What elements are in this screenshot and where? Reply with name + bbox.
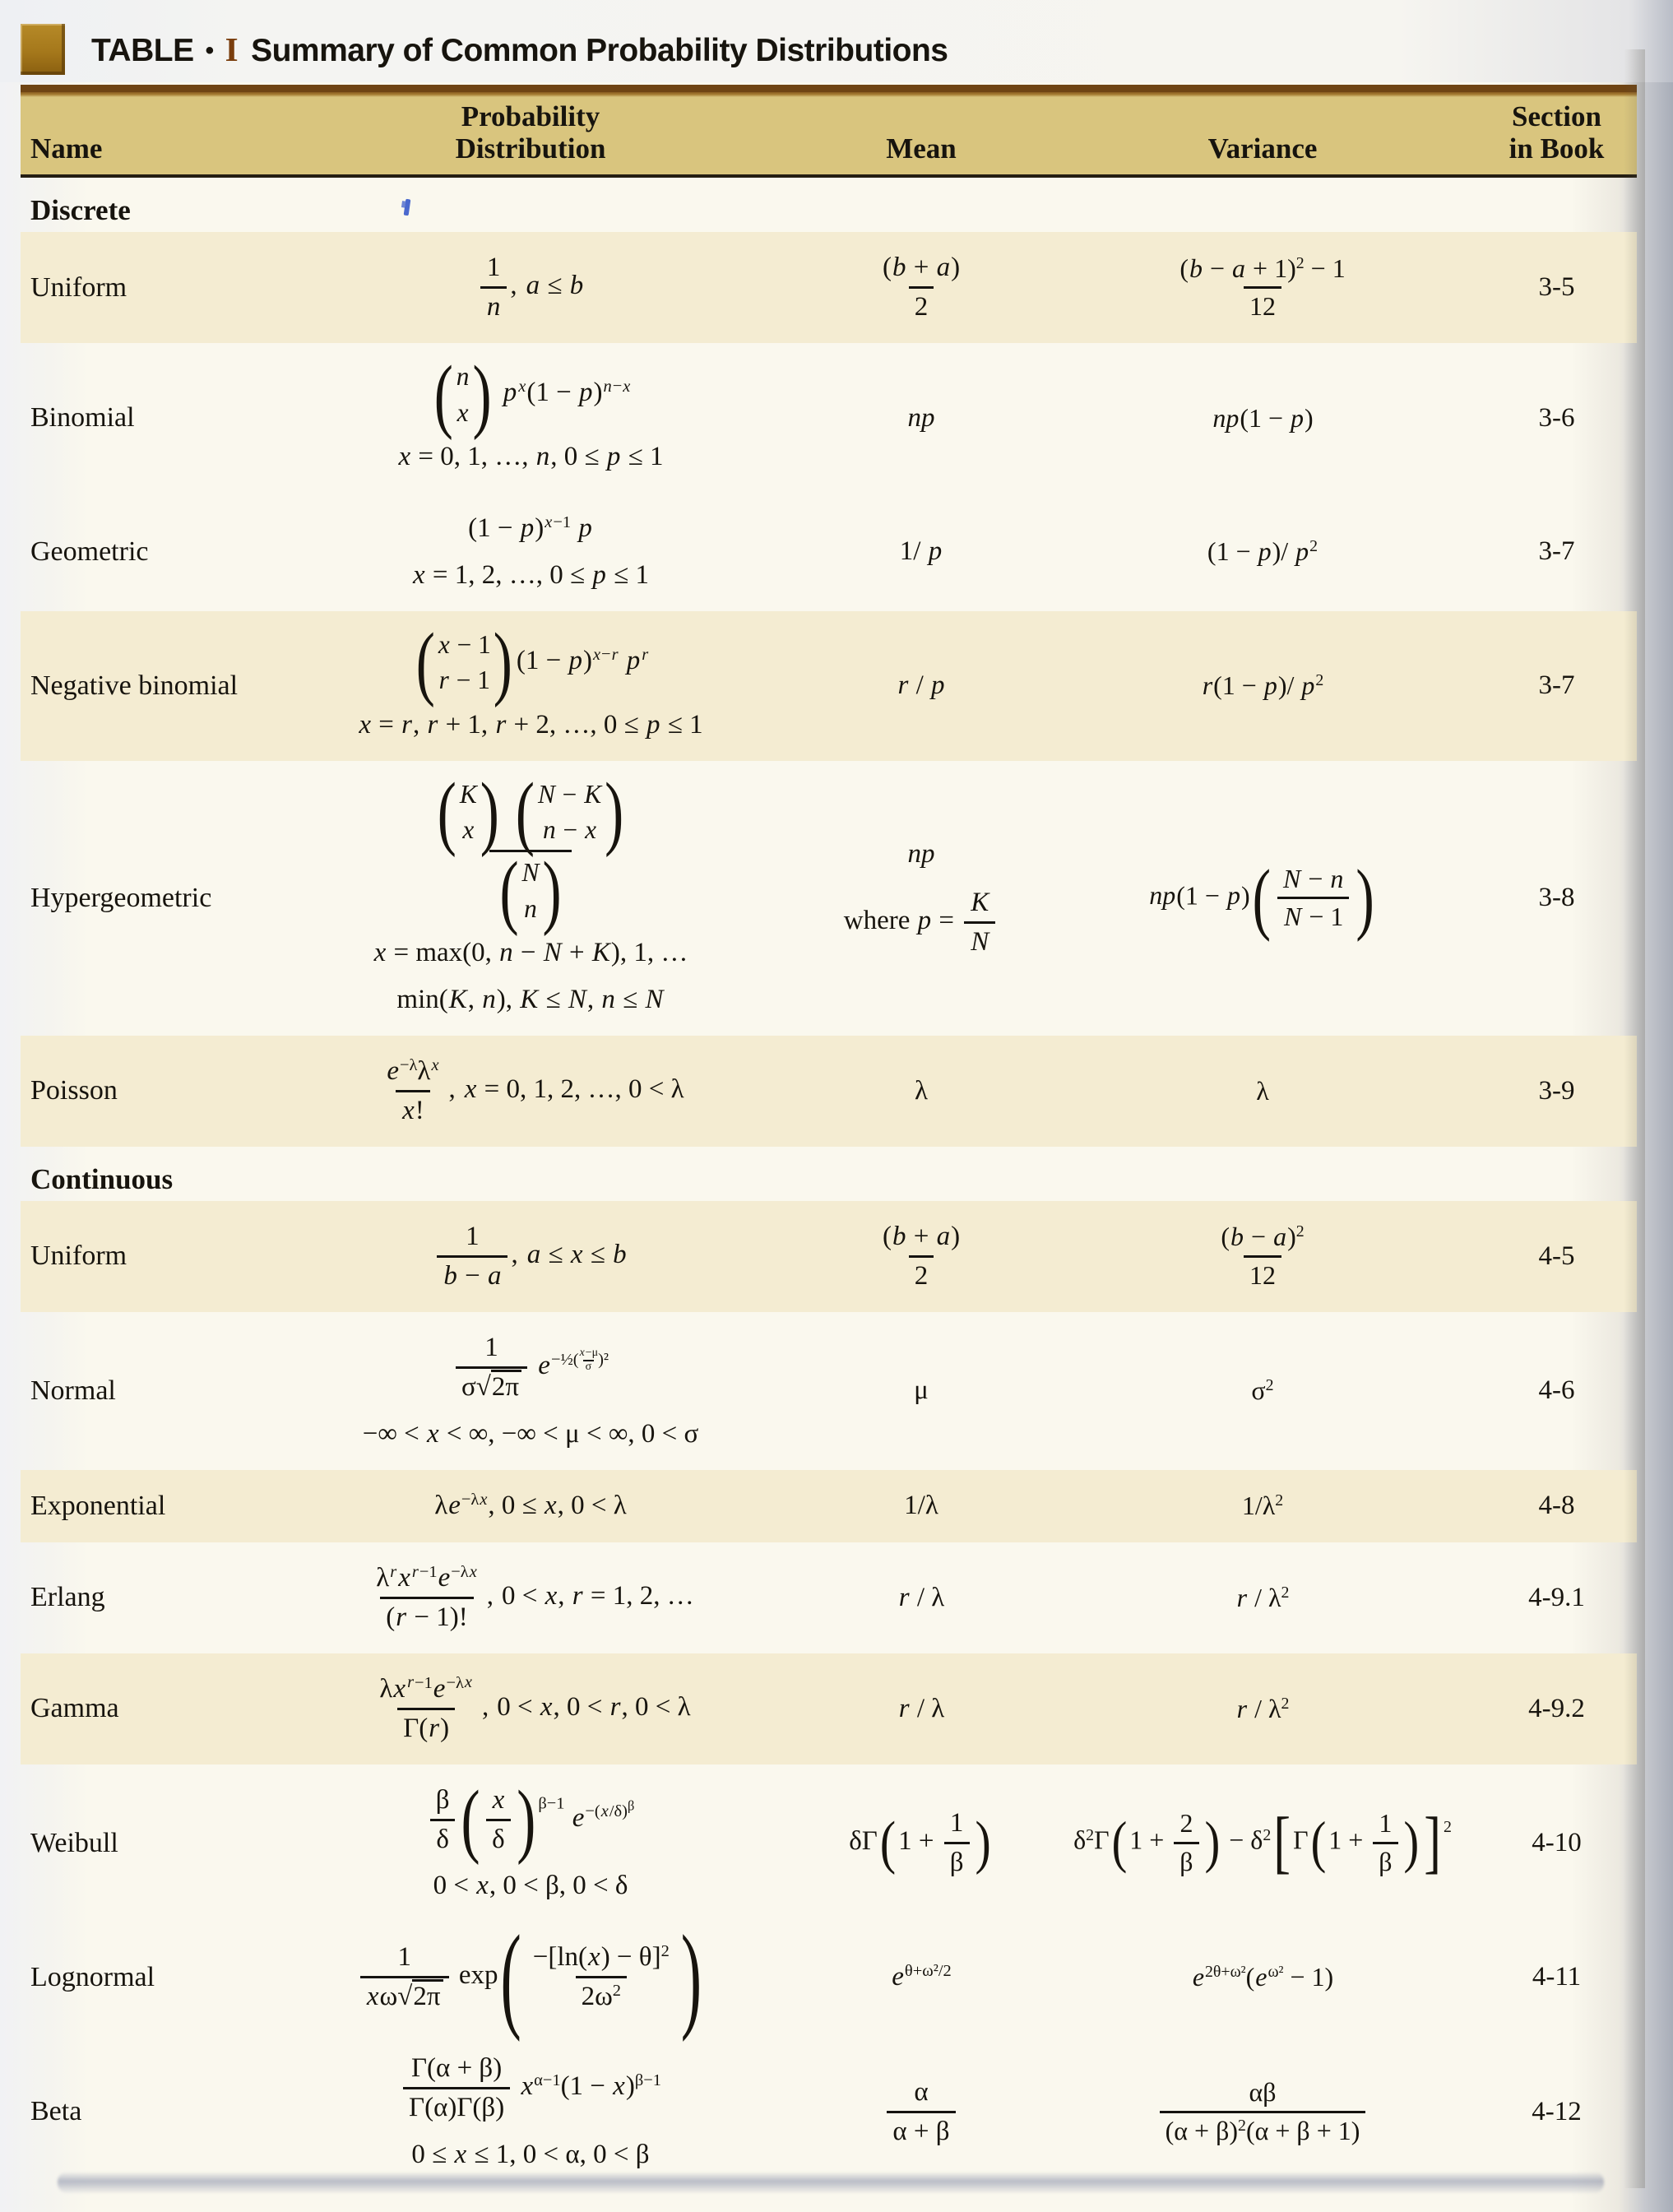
mean-value [794,1375,1049,1406]
distribution-name: Binomial [30,402,135,434]
table-row [21,611,1637,761]
mean-value [794,670,1049,701]
formula-expression: $\frac{1}{\sigma√2\pi}$ $e^{-\frac{1}{2}( \frac{x-\mu}{\sigma} )^2}$ [267,1333,794,1403]
variance-value: λ [1256,1075,1269,1106]
mean-expression: np [907,402,935,433]
mean-expression: $\frac{\alpha}{\alpha + \beta}$ [883,2077,958,2147]
formula-expression: $\lambda e^{-\lambda x}$, 0 ≤ x, 0 < λ [434,1491,627,1521]
mean-expression: r / λ [898,1582,945,1612]
formula-expression: $\frac{e^{-\lambda}\lambda^x}{x!}$ , x = 0, 1, 2, …, 0 < λ [387,1055,684,1125]
distribution-name: Negative binomial [30,670,239,701]
variance-value: $\frac{(b - a + 1)^2 - 1}{12}$ [1179,253,1346,322]
section-ref: 4-6 [1538,1375,1575,1406]
section-ref: 4-10 [1532,1828,1582,1858]
distribution-name: Uniform [30,1240,127,1272]
table-row [21,1911,1637,2043]
column-header-name: Name [30,132,103,165]
variance-value: r / $\lambda^2$ [1236,1582,1290,1612]
column-header-variance: Variance [1207,132,1318,165]
variance-value: np(1 − p) [1212,402,1314,433]
mean-expression: np [907,838,935,869]
mean-value [794,1583,1049,1613]
variance-value: $e^{2\theta+\omega^2}(e^{\omega^2} - 1)$ [1192,1962,1334,1992]
formula-constraint: min(K, n), K ≤ N, n ≤ N [396,985,664,1015]
distribution-formula [267,1056,794,1126]
section-ref: 3-7 [1538,670,1575,701]
section-label: Continuous [30,1162,174,1195]
mean-value [794,839,1049,958]
distribution-formula [267,1563,794,1633]
section-ref: 4-9.1 [1528,1582,1585,1612]
distribution-formula [267,615,794,740]
distribution-formula [267,1773,794,1902]
formula-constraint: −∞ < x < ∞, −∞ < μ < ∞, 0 < σ [362,1418,699,1449]
distribution-name: Erlang [30,1582,105,1613]
formula-constraint: x = r, r + 1, r + 2, …, 0 ≤ p ≤ 1 [359,709,703,740]
variance-value: $\sigma^2$ [1251,1375,1274,1406]
table-row [21,1201,1637,1312]
distribution-name: Geometric [30,536,149,567]
table-row [21,1764,1637,1922]
table-header-row [21,85,1637,178]
distribution-name: Hypergeometric [30,882,212,913]
variance-value: $\frac{(b - a)^2}{12}$ [1221,1222,1305,1290]
formula-expression: ( K x ) ( N − K n − x ) ( N n ) [437,765,624,936]
distribution-name: Lognormal [30,1961,155,1992]
table-row [21,1036,1637,1147]
formula-constraint: x = 1, 2, …, 0 ≤ p ≤ 1 [412,559,649,590]
table-title-roman-numeral: I [225,30,239,68]
column-header-mean: Mean [886,132,957,165]
mean-value [794,1076,1049,1106]
mean-value [794,253,1049,322]
formula-expression: $\frac{1}{b - a}$ , a ≤ x ≤ b [267,1222,794,1291]
section-ref: 4-9.2 [1528,1693,1585,1723]
distribution-name: Poisson [30,1075,118,1106]
title-bullet-icon: • [205,37,214,64]
mean-value [794,536,1049,567]
table-row [21,1653,1637,1764]
distribution-formula [267,1674,794,1744]
table-row [21,2033,1637,2191]
table-title-text: Summary of Common Probability Distributions [251,33,948,68]
page-edge-shadow [1624,49,1645,2188]
section-header-row [21,1147,1637,1201]
section-ref: 4-8 [1538,1491,1575,1521]
section-ref: 3-8 [1538,883,1575,913]
mean-expression: $e^{\theta+\omega^2/2}$ [892,1962,952,1992]
formula-constraint: x = max(0, n − N + K), 1, … [373,938,688,968]
distribution-formula [267,1222,794,1291]
distribution-name: Beta [30,2096,82,2127]
table-marker-square-icon [21,24,65,75]
mean-expression: $\frac{(b + a)}{2}$ [882,253,961,322]
mean-expression: 1/ p [899,536,943,567]
mean-value [794,2077,1049,2147]
mean-value [794,1694,1049,1724]
table-row [21,1542,1637,1653]
variance-value: r / $\lambda^2$ [1236,1693,1290,1723]
variance-value: $\delta^2\Gamma(1$ + $\frac{2}{\beta}$ ) − $\delta^2[\Gamma(1$ + $\frac{1}{\beta}$ )] $^2$ [1073,1803,1452,1880]
table-row [21,343,1637,493]
mean-expression: λ [914,1075,928,1106]
table-row [21,1312,1637,1470]
section-header-row [21,178,1637,232]
mean-expression: r / p [897,670,945,701]
column-header-section-in-book: Section in Book [1508,100,1605,165]
formula-expression: $(1 - p)^{x-1}$ p [468,512,592,543]
formula-expression: $\frac{\lambda^rx^{r-1}e^{-\lambda x}}{(r - 1)!}$ , 0 < x, r = 1, 2, … [376,1562,694,1632]
section-ref: 4-11 [1532,1962,1582,1992]
mean-expression: $\frac{(b + a)}{2}$ [882,1221,961,1291]
mean-value [794,1491,1049,1521]
table-row [21,1470,1637,1542]
mean-note: where p = $\frac{K}{N}$ [844,888,999,958]
section-ref: 3-5 [1538,272,1575,303]
distribution-formula [267,1491,794,1521]
distribution-name: Weibull [30,1827,118,1858]
variance-value: r(1 − p)/ $p^2$ [1202,670,1324,701]
formula-constraint: x = 0, 1, …, n, 0 ≤ p ≤ 1 [398,441,664,471]
section-ref: 3-6 [1538,402,1575,433]
distribution-name: Normal [30,1375,116,1406]
mean-expression: μ [914,1375,929,1406]
distribution-formula [267,1333,794,1449]
distribution-formula [267,1911,794,2043]
distribution-formula [267,348,794,472]
formula-expression: $\frac{1}{x\omega√2\pi}$ exp( $\frac{-[\ln(x) - \theta]^2}{2\omega^2}$ ) [267,1942,794,2012]
mean-expression: r / λ [898,1693,945,1723]
formula-expression: $\frac{\Gamma(\alpha + \beta)}{\Gamma(\alpha)\Gamma(\beta)}$ $x^{\alpha-1}(1 - x)^{\beta-1}$ [267,2053,794,2123]
formula-expression: $\frac{\beta}{\delta}$ ( $\frac{x}{\delta}$ ) $^{\beta-1}$ $e^{-(x/\delta)^\beta}$ [267,1785,794,1855]
distribution-name: Uniform [30,271,127,303]
formula-constraint: 0 < x, 0 < β, 0 < δ [433,1871,628,1901]
table-title [91,30,948,69]
mean-value [794,403,1049,434]
mean-value [794,1962,1049,1992]
probability-distributions-table [21,85,1637,2196]
section-ref: 3-7 [1538,536,1575,567]
section-label: Discrete [30,194,131,227]
page-bottom-scan-smudge [58,2172,1604,2193]
section-ref: 4-12 [1532,2096,1582,2126]
section-ref: 4-5 [1538,1240,1575,1271]
variance-value: $\frac{\alpha\beta}{(\alpha + \beta)^2(\alpha + \beta + 1)}$ [1049,2078,1476,2146]
table-row [21,761,1637,1036]
distribution-formula [267,2053,794,2170]
formula-constraint: 0 ≤ x ≤ 1, 0 < α, 0 < β [411,2140,650,2170]
formula-expression: $\frac{\lambda x^{r-1}e^{-\lambda x}}{\Gamma(r)}$ , 0 < x, 0 < r, 0 < λ [379,1673,691,1743]
distribution-name: Gamma [30,1693,119,1724]
variance-value: np(1 − p)( $\frac{N - n}{N - 1}$ ) [1149,852,1374,943]
mean-value [794,1222,1049,1291]
distribution-formula [267,513,794,591]
distribution-formula [267,765,794,1015]
mean-expression: δΓ(1 + $\frac{1}{\beta}$ ) [849,1808,991,1878]
mean-expression: 1/λ [904,1491,938,1521]
mean-value [794,1808,1049,1878]
table-row [21,232,1637,343]
table-title-bar [21,23,948,76]
column-header-probability-distribution: Probability Distribution [455,100,606,165]
formula-expression: ( x − 1 r − 1 ) $(1 - p)^{x-r}$ $p^r$ [415,615,649,708]
variance-value: (1 − p)/ $p^2$ [1207,536,1318,567]
distribution-formula [267,253,794,322]
section-ref: 3-9 [1538,1075,1575,1106]
table-body [21,178,1637,2196]
variance-value: $1/\lambda^2$ [1241,1491,1284,1521]
table-title-label: TABLE [91,33,194,68]
formula-expression: $\frac{1}{n}$ , a ≤ b [267,253,794,322]
formula-expression: ( n x ) $p^x(1 - p)^{n-x}$ [433,348,631,440]
distribution-name: Exponential [30,1490,166,1521]
table-row [21,493,1637,611]
